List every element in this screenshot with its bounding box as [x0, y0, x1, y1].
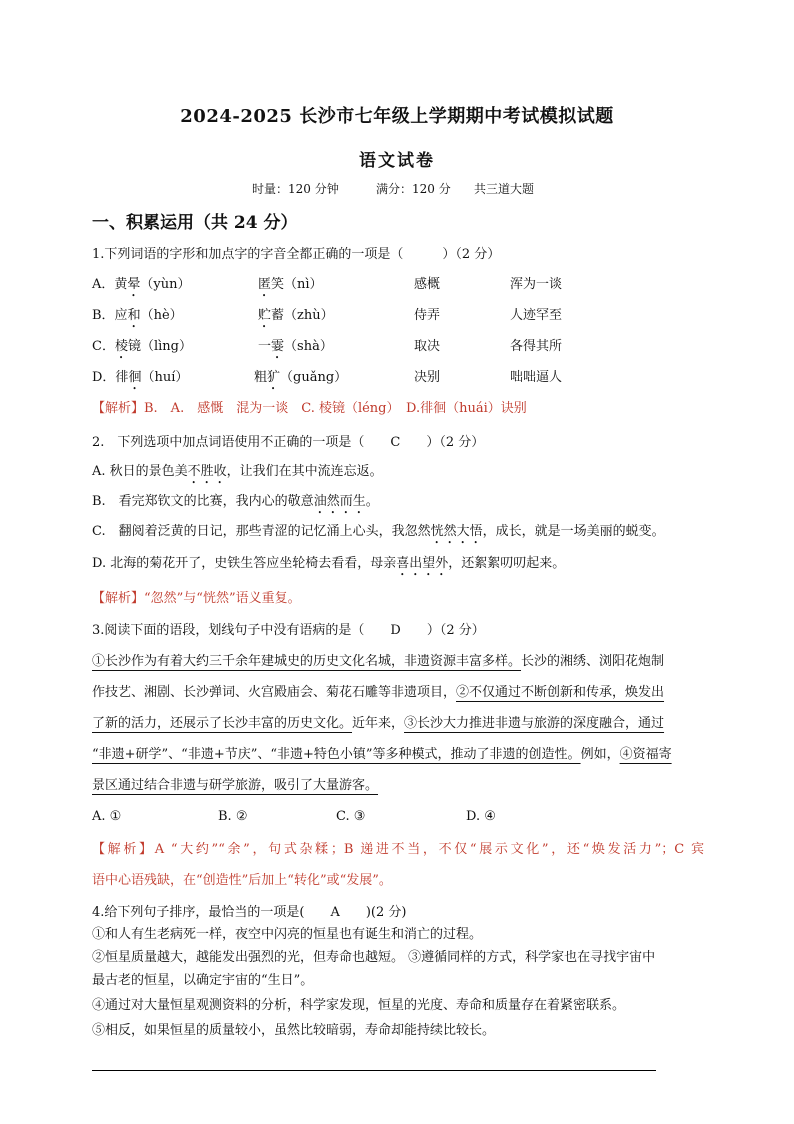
q3-sentence-1: ①长沙作为有着大约三千余年建城史的历史文化名城，非遗资源丰富多样。: [92, 654, 522, 669]
q4-sentence-5: ⑤相反，如果恒星的质量较小，虽然比较暗弱，寿命却能持续比较长。: [92, 1023, 496, 1038]
q2-option-c: C. 翻阅着泛黄的日记，那些青涩的记忆涌上心头，我忽然恍然大悟，成长，就是一场美丽的蜕变。: [92, 524, 665, 539]
q3-passage-line-1: [92, 653, 664, 671]
q1-option-b: B．应和（hè）: [92, 308, 183, 323]
q1-stem: 1.下列词语的字形和加点字的字音全都正确的一项是（ ）（2 分）: [92, 247, 501, 262]
q1-option-a-3: 感概: [414, 277, 441, 292]
q1-option-b-3: 侍弄: [414, 308, 441, 323]
q1-option-b-2: 贮蓄（zhù）: [258, 308, 334, 323]
q1-option-c-4: 各得其所: [510, 339, 563, 354]
q1-option-c: C．棱镜（lìng）: [92, 339, 192, 354]
q2-option-b: B. 看完郑钦文的比赛，我内心的敬意油然而生。: [92, 494, 379, 509]
q3-sentence-2-cont: 了新的活力，还展示了长沙丰富的历史文化。: [92, 716, 353, 731]
q3-sentence-3-cont: “非遗+研学”、“非遗+节庆”、“非遗+特色小镇”等多种模式，推动了非遗的创造性。: [92, 747, 581, 762]
q1-option-b-4: 人迹罕至: [510, 308, 563, 323]
q3-text: 例如，: [580, 747, 620, 762]
q2-analysis: 【解析】“忽然”与“恍然”语义重复。: [92, 591, 301, 606]
q4-sentence-1: ①和人有生老病死一样，夜空中闪亮的恒星也有诞生和消亡的过程。: [92, 927, 483, 942]
q3-text: 作技艺、湘剧、长沙弹词、火宫殿庙会、菊花石雕等非遗项目，: [92, 685, 457, 700]
q1-option-c-3: 取决: [414, 339, 441, 354]
q3-option-c: C. ③: [336, 809, 366, 824]
q1-option-d-3: 决别: [414, 370, 441, 385]
q3-option-d: D. ④: [466, 809, 496, 824]
q2-stem: 2. 下列选项中加点词语使用不正确的一项是（ C ）（2 分）: [92, 435, 485, 450]
q3-text: 长沙的湘绣、浏阳花炮制: [521, 654, 665, 669]
q4-sentence-3-cont: 最古老的恒星，以确定宇宙的“生日”。: [92, 973, 314, 988]
q3-option-b: B. ②: [218, 809, 248, 824]
q3-passage-line-4: [92, 746, 672, 764]
q1-option-a-4: 浑为一谈: [510, 277, 563, 292]
q3-passage-line-3: [92, 715, 664, 733]
q3-sentence-4-cont: 景区通过结合非遗与研学旅游，吸引了大量游客。: [92, 778, 379, 793]
q1-option-c-2: 一霎（shà）: [258, 339, 333, 354]
q3-analysis-line-1: 【解析】A “大约”“余”，句式杂糅；B 递进不当，不仅“展示文化”，还“焕发活力”；C 宾: [92, 842, 704, 857]
q3-passage-line-5: [92, 777, 378, 795]
section-heading: 一、积累运用（共 24 分）: [92, 213, 298, 233]
q3-passage-line-2: [92, 684, 664, 702]
exam-title: 2024-2025 长沙市七年级上学期期中考试模拟试题: [180, 106, 614, 127]
exam-score: 满分：120 分: [376, 182, 451, 196]
footer-rule: [92, 1070, 656, 1071]
q4-stem: 4.给下列句子排序，最恰当的一项是( A )(2 分): [92, 905, 407, 920]
q1-option-a: A．黄晕（yùn）: [92, 277, 191, 292]
q3-sentence-2: ②不仅通过不断创新和传承，焕发出: [456, 685, 665, 700]
q3-option-a: A. ①: [92, 809, 122, 824]
q4-sentence-4: ④通过对大量恒星观测资料的分析，科学家发现，恒星的光度、寿命和质量存在着紧密联系。: [92, 998, 626, 1013]
exam-time: 时量：120 分钟: [252, 182, 339, 196]
q1-option-d: D．徘徊（huí）: [92, 370, 189, 385]
q3-sentence-3: ③长沙大力推进非遗与旅游的深度融合，通过: [404, 716, 665, 731]
q4-sentence-2-3: ②恒星质量越大，越能发出强烈的光，但寿命也越短。 ③遵循同样的方式，科学家也在寻找宇宙中: [92, 950, 656, 965]
q1-option-d-4: 咄咄逼人: [510, 370, 563, 385]
q1-analysis: 【解析】B. A. 感慨 混为一谈 C. 棱镜（léng） D.徘徊（huái）诀别: [92, 401, 527, 416]
q1-option-d-2: 粗犷（guǎng）: [254, 370, 348, 385]
q3-sentence-4: ④资福寄: [619, 747, 672, 762]
q3-analysis-line-2: 语中心语残缺，在“创造性”后加上“转化”或“发展”。: [92, 873, 392, 888]
q3-stem: 3.阅读下面的语段，划线句子中没有语病的是（ D ）（2 分）: [92, 623, 485, 638]
q1-option-a-2: 匿笑（nì）: [258, 277, 323, 292]
q2-option-a: A. 秋日的景色美不胜收，让我们在其中流连忘返。: [92, 464, 383, 479]
exam-subtitle: 语文试卷: [359, 151, 435, 171]
q3-text: 近年来，: [352, 716, 405, 731]
exam-parts: 共三道大题: [474, 182, 535, 196]
q2-option-d: D. 北海的菊花开了，史铁生答应坐轮椅去看看，母亲喜出望外，还絮絮叨叨起来。: [92, 556, 566, 571]
